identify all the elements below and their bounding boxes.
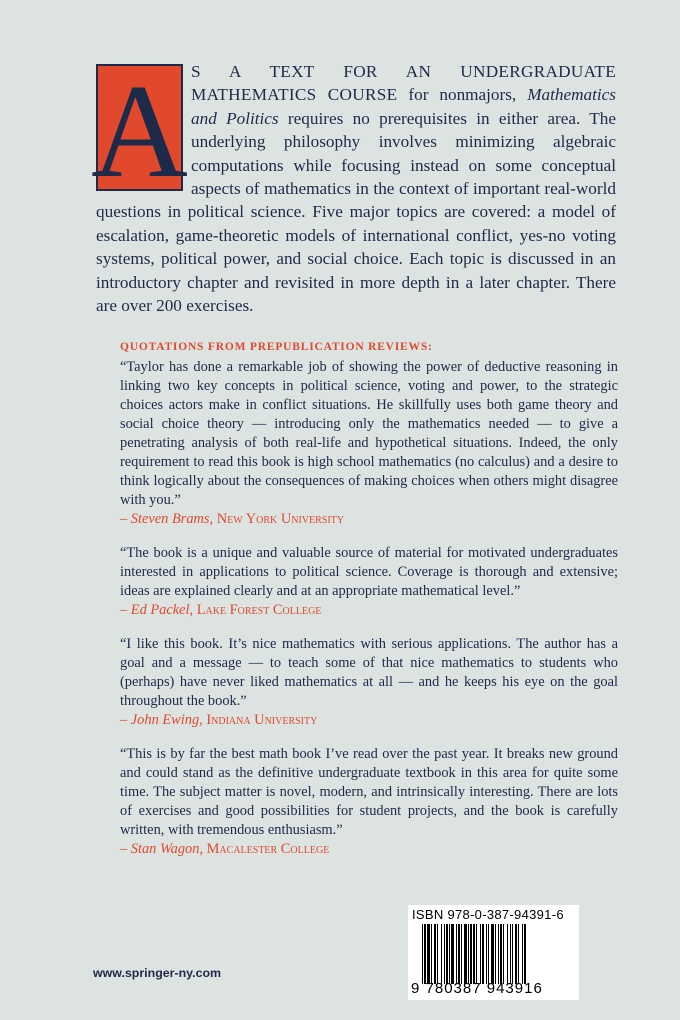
intro-text-1: for nonmajors, xyxy=(408,85,528,105)
drop-cap-letter: A xyxy=(91,56,188,205)
barcode-bar xyxy=(427,924,430,984)
reviewer-name: Ed Packel xyxy=(130,602,190,618)
reviewer-institution: , Lake Forest College xyxy=(189,602,322,618)
barcode-bar xyxy=(451,924,454,984)
review-quote: “I like this book. It’s nice mathematics with serious applications. The author has a goal and a message — to teach some of that nice mathematics to students who (perhaps) have never liked mathematics at all — and he keeps his eye on the goal throughout the book.” xyxy=(120,636,618,709)
barcode-bar xyxy=(441,924,442,984)
barcode-bar xyxy=(437,924,438,984)
barcode-bar xyxy=(482,924,484,984)
review-quote: “This is by far the best math book I’ve read over the past year. It breaks new ground and could stand as the definitive undergraduate textbook in this area for quite some time. The subject matter is novel, modern, and intrinsically interesting. There are lots of exercises and good possibilities for student projects, and the book is carefully written, with tremendous enthusiasm.” xyxy=(120,746,618,838)
barcode-bar xyxy=(476,924,477,984)
reviewer-institution: , Indiana University xyxy=(199,712,318,728)
drop-cap-spacer xyxy=(96,60,191,196)
barcode-bar xyxy=(524,924,526,984)
barcode-bar xyxy=(424,924,426,984)
barcode-bar xyxy=(422,924,423,984)
barcode-bar xyxy=(498,924,499,984)
barcode-bar xyxy=(461,924,462,984)
barcode-bar xyxy=(488,924,489,984)
review-quote: “The book is a unique and valuable source of material for motivated undergraduates interested in applications to political science. Coverage is thorough and extensive; ideas are explained clearly and at an appropriate mathematical level.” xyxy=(120,545,618,599)
reviewer-institution: , New York University xyxy=(209,511,344,527)
barcode-bar xyxy=(449,924,450,984)
barcode-bar xyxy=(446,924,448,984)
barcode-bar xyxy=(500,924,502,984)
barcode-bar xyxy=(510,924,511,984)
barcode-bar xyxy=(434,924,436,984)
intro-lead: S A TEXT FOR AN UNDERGRADUATE MATHEMATICS COURSE xyxy=(191,62,616,105)
reviewer-name: Steven Brams xyxy=(130,511,210,527)
review-attribution xyxy=(120,711,618,730)
barcode-bar xyxy=(470,924,472,984)
barcode-bar xyxy=(486,924,487,984)
intro-paragraph xyxy=(96,60,616,317)
barcode-bar xyxy=(518,924,519,984)
barcode-bar xyxy=(444,924,445,984)
barcode-bar xyxy=(458,924,460,984)
barcode-bar xyxy=(468,924,469,984)
reviews-section xyxy=(120,341,618,874)
book-title: Mathematics and Politics xyxy=(191,85,616,128)
intro-text-2: requires no prerequisites in either area. The underlying philosophy involves minimizing algebraic computations while focusing instead on some conceptual aspects of mathematics in the context of important real-world questions in political science. Five major topics are covered: a model of escalation, game-theoretic models of international conflict, yes-no voting systems, political power, and social choice. Each topic is discussed in an introductory chapter and revisited in more depth in a later chapter. There are over 200 exercises. xyxy=(96,108,616,316)
barcode-bar xyxy=(431,924,432,984)
publisher-url[interactable]: www.springer-ny.com xyxy=(93,966,222,980)
review-quote: “Taylor has done a remarkable job of showing the power of deductive reasoning in linking two key concepts in political science, voting and power, to the strategic choices actors make in conflict situations. He skillfully uses both game theory and social choice theory — introducing only the mathematics needed — to give a penetrating analysis of both real-life and hypothetical situations. Indeed, the only requirement to read this book is high school mathematics (no calculus) and a desire to think logically about the consequences of making choices when others might disagree with you.” xyxy=(120,359,618,508)
reviews-heading: QUOTATIONS FROM PREPUBLICATION REVIEWS: xyxy=(120,341,433,353)
reviewer-name: Stan Wagon xyxy=(130,841,200,857)
review-attribution xyxy=(120,510,618,529)
barcode-bars xyxy=(422,924,572,984)
barcode-bar xyxy=(515,924,517,984)
reviewer-name: John Ewing xyxy=(130,712,200,728)
barcode-bar xyxy=(503,924,504,984)
reviewer-institution: , Macalester College xyxy=(199,841,330,857)
attribution-dash: – xyxy=(120,511,131,527)
review-attribution xyxy=(120,601,618,620)
isbn-barcode xyxy=(408,905,579,1000)
ean-digits: 9 780387 943916 xyxy=(411,980,543,997)
barcode-bar xyxy=(495,924,496,984)
barcode-bar xyxy=(473,924,475,984)
review-attribution xyxy=(120,840,618,859)
barcode-bar xyxy=(512,924,513,984)
attribution-dash: – xyxy=(120,841,131,857)
barcode-bar xyxy=(507,924,508,984)
isbn-label: ISBN 978-0-387-94391-6 xyxy=(412,907,564,922)
barcode-bar xyxy=(491,924,494,984)
barcode-bar xyxy=(464,924,467,984)
barcode-bar xyxy=(480,924,481,984)
attribution-dash: – xyxy=(120,602,131,618)
barcode-bar xyxy=(456,924,457,984)
barcode-bar xyxy=(522,924,523,984)
attribution-dash: – xyxy=(120,712,131,728)
